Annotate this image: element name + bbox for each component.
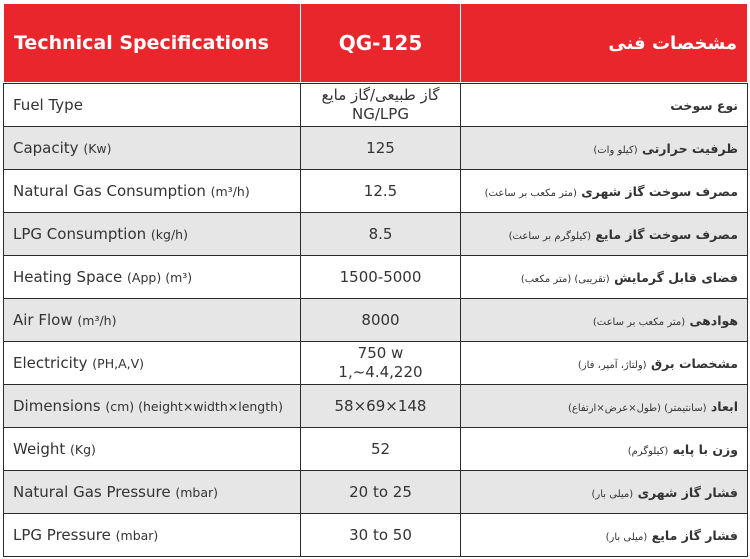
spec-unit: (m³/h) [77,313,117,328]
spec-value: 8.5 [368,224,393,243]
table-header-row [4,4,748,83]
spec-label-cell [4,170,301,213]
spec-value-cell [301,385,461,428]
spec-value-line2: 1,~4.4,220 [338,363,423,381]
spec-value: گاز طبیعی/گاز مایع [321,86,440,104]
specifications-table [3,3,748,83]
spec-value-cell [301,84,461,127]
spec-persian-cell [461,256,748,299]
spec-label-cell [4,471,301,514]
spec-label-cell [4,84,301,127]
spec-persian-label: ابعاد [710,398,738,414]
spec-persian-cell [461,342,748,385]
spec-persian-label: فشار گاز مایع [651,527,738,543]
spec-persian-cell [461,471,748,514]
header-model: QG-125 [301,4,461,83]
spec-unit: (mbar) [115,528,159,543]
spec-persian-label: نوع سوخت [670,97,738,113]
spec-value: 12.5 [363,181,398,200]
spec-persian-cell [461,170,748,213]
table-row [4,342,748,385]
header-persian-title: مشخصات فنی [461,4,748,83]
spec-label: Air Flow [13,311,73,329]
spec-persian-unit: (میلی بار) [605,531,648,543]
spec-value: 30 to 50 [349,525,412,544]
spec-persian-unit: (متر مکعب بر ساعت) [592,316,686,328]
spec-persian-label: مصرف سوخت گاز مایع [595,226,738,242]
table-row [4,471,748,514]
spec-persian-cell [461,213,748,256]
spec-persian-unit: (کیلوگرم) [627,445,669,457]
spec-label-cell [4,428,301,471]
spec-persian-label: وزن با پایه [672,441,738,457]
spec-value: 125 [366,138,395,157]
spec-value-cell [301,471,461,514]
spec-label: Natural Gas Pressure [13,483,171,501]
specifications-body [3,83,748,557]
spec-persian-cell [461,428,748,471]
spec-label: Natural Gas Consumption [13,182,206,200]
spec-label: Heating Space [13,268,123,286]
spec-persian-cell [461,385,748,428]
spec-value: 1500-5000 [339,267,422,286]
spec-label: LPG Consumption [13,225,147,243]
spec-label: Fuel Type [13,96,83,114]
spec-label-cell [4,127,301,170]
spec-label-cell [4,514,301,557]
spec-value: 20 to 25 [349,482,412,501]
table-row [4,299,748,342]
spec-persian-unit: (کیلوگرم بر ساعت) [508,230,592,242]
spec-persian-unit: (کیلو وات) [593,144,638,156]
spec-persian-cell [461,299,748,342]
spec-label-cell [4,342,301,385]
spec-persian-label: مشخصات برق [650,355,738,371]
spec-label-cell [4,299,301,342]
spec-value-cell [301,213,461,256]
spec-value-cell [301,342,461,385]
spec-value: 750 w [357,344,404,362]
table-row [4,256,748,299]
spec-persian-unit: (تقریبی) (متر مکعب) [520,273,610,285]
table-row [4,127,748,170]
spec-value-cell [301,256,461,299]
spec-unit: (cm) (height×width×length) [105,399,283,414]
spec-value-cell [301,428,461,471]
table-row [4,170,748,213]
spec-unit: (App) (m³) [127,270,193,285]
spec-persian-label: فضای قابل گرمایش [614,269,738,285]
table-row [4,84,748,127]
spec-value-line2: NG/LPG [352,105,409,123]
spec-persian-cell [461,84,748,127]
table-row [4,514,748,557]
spec-persian-label: مصرف سوخت گاز شهری [581,183,738,199]
spec-sheet [3,3,747,556]
spec-persian-unit: (میلی بار) [591,488,634,500]
spec-unit: (kg/h) [150,227,188,242]
spec-label-cell [4,256,301,299]
spec-persian-unit: (سانتیمتر) (طول×عرض×ارتفاع) [567,402,707,414]
spec-value-cell [301,299,461,342]
spec-label: Weight [13,440,66,458]
spec-label: Capacity [13,139,79,157]
spec-value: 58×69×148 [334,396,427,415]
spec-unit: (Kw) [83,141,112,156]
spec-label: Dimensions [13,397,101,415]
spec-persian-cell [461,127,748,170]
spec-unit: (m³/h) [210,184,250,199]
spec-persian-unit: (ولتاژ، آمپر، فاز) [577,359,647,371]
spec-label-cell [4,213,301,256]
spec-unit: (Kg) [70,442,96,457]
spec-value-cell [301,514,461,557]
spec-label-cell [4,385,301,428]
table-row [4,385,748,428]
spec-value: 52 [370,439,391,458]
header-english-title: Technical Specifications [4,4,301,83]
table-row [4,428,748,471]
spec-value-cell [301,127,461,170]
spec-persian-cell [461,514,748,557]
spec-value: 8000 [361,310,400,329]
spec-unit: (PH,A,V) [92,356,145,371]
spec-value-cell [301,170,461,213]
spec-label: Electricity [13,354,88,372]
spec-persian-unit: (متر مکعب بر ساعت) [484,187,577,199]
spec-persian-label: هوادهی [689,312,738,328]
table-row [4,213,748,256]
spec-unit: (mbar) [175,485,218,500]
spec-label: LPG Pressure [13,526,111,544]
spec-persian-label: ظرفیت حرارتی [641,140,738,156]
spec-persian-label: فشار گاز شهری [637,484,738,500]
